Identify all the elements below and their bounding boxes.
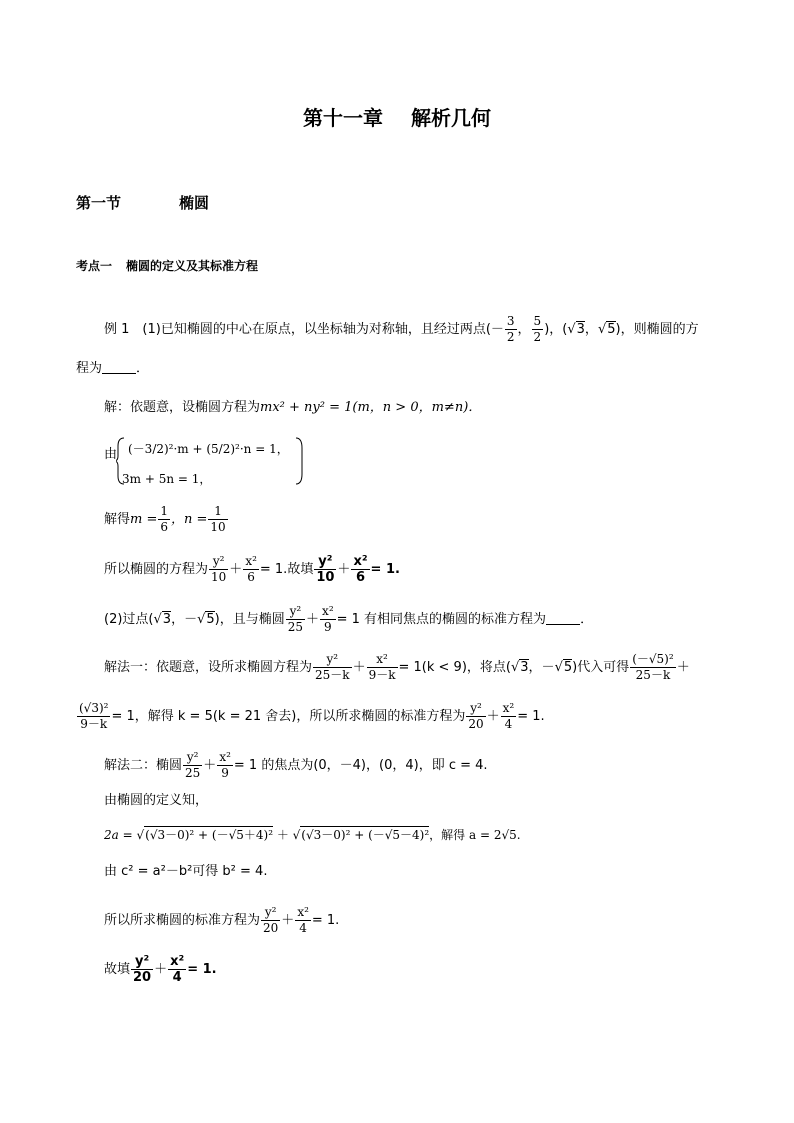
denominator: 2 xyxy=(506,330,515,344)
denominator: 9－k xyxy=(80,717,108,731)
text: 解法二：椭圆 xyxy=(104,758,183,773)
denominator: 25－k xyxy=(315,668,350,682)
solve-mn xyxy=(104,504,229,535)
numerator: y² xyxy=(313,652,352,668)
denominator: 4 xyxy=(299,921,307,935)
method2-line5: 所以所求椭圆的标准方程为 $\frac{\text{y²}}{20}$ ＋ $\frac{\text{x²}}{4}$ = 1. xyxy=(104,905,340,935)
example1-line2 xyxy=(76,361,149,377)
text: = 1. xyxy=(311,913,340,928)
denominator: 20 xyxy=(263,921,279,935)
numerator: y² xyxy=(131,954,153,970)
m-label: m = xyxy=(130,512,158,527)
fraction xyxy=(209,554,228,585)
numerator: 1 xyxy=(208,504,227,520)
equation: mx² + ny² = 1(m，n > 0，m≠n)． xyxy=(260,400,482,415)
chapter-title xyxy=(0,102,794,131)
example1-line1: 例 1 (1)已知椭圆的中心在原点，以坐标轴为对称轴，且经过两点(－ $\frac{3}{2}$ ， $\frac{5}{2}$ )，(√3，√5)，则椭圆的方 xyxy=(104,314,699,344)
numerator: y² xyxy=(209,554,228,570)
result1: 所以椭圆的方程为 $\frac{\text{y²}}{10}$ ＋ $\frac{\text{x²}}{6}$ = 1.故填 $\frac{\text{y²}}{10}$ ＋ $\frac{\text{x²}}{6}$ = 1. xyxy=(104,554,400,585)
method2-line1: 解法二：椭圆 $\frac{\text{y²}}{25}$ ＋ $\frac{\text{x²}}{9}$ = 1 的焦点为(0，－4)，(0，4)，即 c = 4. xyxy=(104,750,488,780)
fraction xyxy=(466,701,485,732)
method1-line1: 解法一：依题意，设所求椭圆方程为 $\frac{\text{y²}}{25-k}$ ＋ $\frac{\text{x²}}{9-k}$ = 1(k < 9)，将点(√3，－√5)代入可得 $\frac{\text{(－√5)²}}{25-k}$ ＋ xyxy=(104,652,690,682)
text: 由 xyxy=(104,447,118,462)
fraction xyxy=(158,504,170,535)
text: )，且与椭圆 xyxy=(214,612,285,627)
fraction xyxy=(630,652,675,683)
sqrt: 3 xyxy=(162,612,172,627)
text: = 1. xyxy=(517,709,545,724)
text: = 1 的焦点为(0，－4)，(0，4)，即 c = 4. xyxy=(233,758,488,773)
fraction xyxy=(313,652,352,683)
denominator: 10 xyxy=(210,520,226,534)
method2-line3: 2a = √(√3－0)² + (－√5＋4)² ＋ √(√3－0)² + (－√5－4)²，解得 a = 2√5. xyxy=(104,828,521,842)
fraction xyxy=(131,954,153,985)
fraction xyxy=(295,905,311,936)
sqrt: 5 xyxy=(607,322,616,337)
numerator: (－√5)² xyxy=(632,652,674,666)
numerator: x² xyxy=(502,701,515,715)
numerator: x² xyxy=(353,554,368,569)
numerator: x² xyxy=(219,750,231,764)
fraction xyxy=(314,554,336,585)
text: 程为 xyxy=(76,361,103,376)
text: 所以椭圆的方程为 xyxy=(104,562,209,577)
answer-blank xyxy=(102,373,136,374)
kaodian-name: 椭圆的定义及其标准方程 xyxy=(126,259,259,273)
text: ， xyxy=(584,322,598,337)
chapter-number: 第十一章 xyxy=(303,106,383,130)
fraction xyxy=(168,954,186,985)
section-heading xyxy=(76,192,209,213)
fraction xyxy=(286,604,305,635)
text: 2a = xyxy=(104,828,133,842)
denominator: 10 xyxy=(316,570,335,585)
fraction xyxy=(505,314,517,345)
example2: (2)过点(√3，－√5)，且与椭圆 $\frac{\text{y²}}{25}$ ＋ $\frac{\text{x²}}{9}$ = 1 有相同焦点的椭圆的标准方程为 ． xyxy=(104,604,594,634)
numerator: y² xyxy=(286,604,305,620)
denominator: 20 xyxy=(468,717,484,731)
n-label: ，n = xyxy=(171,512,208,527)
fraction xyxy=(351,554,369,585)
numerator: x² xyxy=(367,652,398,668)
fraction xyxy=(208,504,227,535)
text: = 1 有相同焦点的椭圆的标准方程为 xyxy=(336,612,547,627)
denominator: 6 xyxy=(160,520,169,534)
method2-line4: 由 c² = a²－b²可得 b² = 4. xyxy=(104,864,268,879)
text: 例 1 (1)已知椭圆的中心在原点，以坐标轴为对称轴，且经过两点(－ xyxy=(104,322,504,337)
sqrt: 3 xyxy=(576,322,585,337)
numerator: 3 xyxy=(506,314,515,328)
method2-answer: 故填 $\frac{\text{y²}}{20}$ ＋ $\frac{\text{x²}}{4}$ = 1. xyxy=(104,954,217,985)
denominator: 25 xyxy=(287,620,304,634)
method2-line2: 由椭圆的定义知， xyxy=(104,793,209,808)
text: ． xyxy=(580,612,594,627)
text: )代入可得 xyxy=(572,660,630,675)
sqrt: (√3－0)² + (－√5＋4)² xyxy=(145,828,274,842)
fraction xyxy=(243,554,259,585)
text: 故填 xyxy=(104,962,131,977)
numerator: (√3)² xyxy=(79,701,109,715)
system-row2: 3m + 5n = 1， xyxy=(122,472,212,486)
answer-blank xyxy=(546,624,580,625)
text: = 1，解得 k = 5(k = 21 舍去)，所以所求椭圆的标准方程为 xyxy=(111,709,466,724)
section-label: 第一节 xyxy=(76,194,122,212)
fraction xyxy=(320,604,336,635)
numerator: x² xyxy=(322,604,334,618)
numerator: 1 xyxy=(160,504,169,518)
numerator: x² xyxy=(297,905,309,919)
text: = 1(k < 9)，将点( xyxy=(398,660,511,675)
text: 所以所求椭圆的标准方程为 xyxy=(104,913,261,928)
fraction xyxy=(77,701,110,732)
kaodian-heading xyxy=(76,257,258,274)
denominator: 9 xyxy=(324,620,332,634)
text: ． xyxy=(136,361,150,376)
numerator: y² xyxy=(183,750,202,766)
denominator: 4 xyxy=(504,717,513,731)
chapter-name: 解析几何 xyxy=(411,106,491,130)
numerator: x² xyxy=(170,954,185,969)
text: = 1. xyxy=(370,562,400,577)
numerator: x² xyxy=(245,554,257,568)
fraction xyxy=(217,750,233,781)
text: 解得 xyxy=(104,512,131,527)
fraction xyxy=(261,905,280,936)
denominator: 10 xyxy=(211,570,227,584)
sqrt: 5 xyxy=(563,660,573,675)
denominator: 9－k xyxy=(368,668,396,682)
fraction xyxy=(183,750,202,781)
fraction xyxy=(501,701,517,732)
numerator: 5 xyxy=(533,314,542,328)
solution1-line xyxy=(104,400,481,416)
denominator: 9 xyxy=(221,766,229,780)
sqrt: 5 xyxy=(206,612,215,627)
denominator: 25－k xyxy=(635,668,671,682)
denominator: 6 xyxy=(355,570,365,585)
text: ， xyxy=(517,322,531,337)
denominator: 4 xyxy=(172,970,182,985)
method1-line2: $\frac{\text{(√3)²}}{9-k}$ = 1，解得 k = 5(k = 21 舍去)，所以所求椭圆的标准方程为 $\frac{\text{y²}}{20}$ ＋ $\frac{\text{x²}}{4}$ = 1. xyxy=(79,701,545,731)
text: ，－ xyxy=(528,660,555,675)
denominator: 25 xyxy=(185,766,201,780)
denominator: 6 xyxy=(247,570,255,584)
system-row1: (－3/2)²·m + (5/2)²·n = 1， xyxy=(128,442,289,456)
text: 解：依题意，设椭圆方程为 xyxy=(104,400,261,415)
right-paren xyxy=(296,438,302,484)
section-name: 椭圆 xyxy=(179,194,210,212)
numerator: y² xyxy=(466,701,485,717)
text: ，解得 a = 2√5. xyxy=(429,828,521,842)
text: = 1.故填 xyxy=(259,562,314,577)
numerator: y² xyxy=(261,905,280,921)
sqrt: 3 xyxy=(520,660,529,675)
text: ，－ xyxy=(171,612,198,627)
text: (2)过点( xyxy=(104,612,154,627)
sqrt: (√3－0)² + (－√5－4)² xyxy=(301,828,430,842)
text: )，则椭圆的方 xyxy=(615,322,699,337)
denominator: 20 xyxy=(133,970,152,985)
numerator: y² xyxy=(314,554,336,570)
text: = 1. xyxy=(187,962,217,977)
kaodian-label: 考点一 xyxy=(76,259,113,273)
denominator: 2 xyxy=(533,330,542,344)
fraction xyxy=(367,652,398,683)
text: )，( xyxy=(544,322,568,337)
text: 解法一：依题意，设所求椭圆方程为 xyxy=(104,660,313,675)
fraction xyxy=(532,314,544,345)
